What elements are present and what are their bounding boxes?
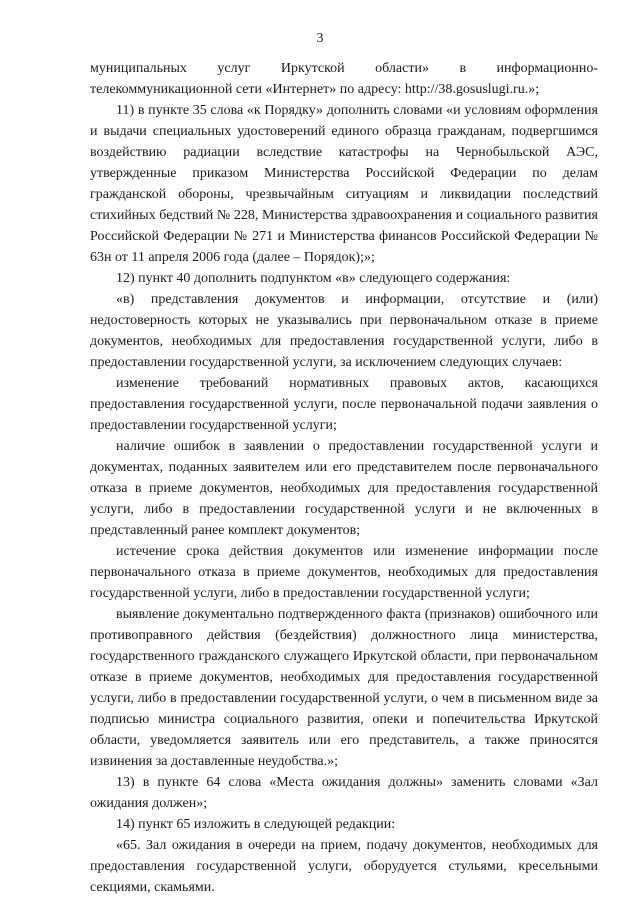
paragraph-item-11: 11) в пункте 35 слова «к Порядку» дополнить словами «и условиям оформления и выдачи специальных удостоверений единого образца гражданам, подвергшимся воздействию радиации вследствие катастрофы на Чернобыльской АЭС, утвержденные приказом Министерства Российской Федерации по делам гражданской обороны, чрезвычайным ситуациям и ликвидации последствий стихийных бедствий № 228, Министерства здравоохранения и социального развития Российской Федерации № 271 и Министерства финансов Российской Федерации № 63н от 11 апреля 2006 года (далее – Порядок);»; bbox=[90, 103, 598, 265]
paragraph-item-14: 14) пункт 65 изложить в следующей редакции: bbox=[116, 817, 396, 832]
paragraph-case-requirements-change: изменение требований нормативных правовых актов, касающихся предоставления государственной услуги, после первоначальной подачи заявления о предоставлении государственной услуги; bbox=[90, 376, 598, 433]
page-number: 3 bbox=[316, 31, 324, 46]
paragraph-case-expiry: истечение срока действия документов или изменение информации после первоначального отказа в приеме документов, необходимых для предоставления государственной услуги, либо в предоставлении государственной услуги; bbox=[90, 544, 598, 601]
paragraph-item-13: 13) в пункте 64 слова «Места ожидания должны» заменить словами «Зал ожидания должен»; bbox=[90, 775, 598, 811]
document-body bbox=[90, 58, 598, 898]
paragraph-case-misconduct: выявление документально подтвержденного факта (признаков) ошибочного или противоправного действия (бездействия) должностного лица министерства, государственного гражданского служащего Иркутской области, при первоначальном отказе в приеме документов, необходимых для предоставления государственной услуги, либо в предоставлении государственной услуги, о чем в письменном виде за подписью министра социального развития, опеки и попечительства Иркутской области, уведомляется заявитель или его представитель, а также приносятся извинения за доставленные неудобства.»; bbox=[90, 607, 598, 769]
paragraph-continuation: муниципальных услуг Иркутской области» в информационно-телекоммуникационной сети «Интернет» по адресу: http://38.gosuslugi.ru.»; bbox=[90, 61, 598, 97]
paragraph-subitem-v: «в) представления документов и информации, отсутствие и (или) недостоверность которых не указывались при первоначальном отказе в приеме документов, необходимых для предоставления государственной услуги, либо в предоставлении государственной услуги, за исключением следующих случаев: bbox=[90, 292, 598, 370]
paragraph-item-12: 12) пункт 40 дополнить подпунктом «в» следующего содержания: bbox=[116, 271, 511, 286]
paragraph-point-65: «65. Зал ожидания в очереди на прием, подачу документов, необходимых для предоставления государственной услуги, оборудуется стульями, кресельными секциями, скамьями. bbox=[90, 838, 598, 895]
paragraph-case-errors: наличие ошибок в заявлении о предоставлении государственной услуги и документах, поданных заявителем или его представителем после первоначального отказа в приеме документов, необходимых для предоставления государственной услуги, либо в предоставлении государственной услуги и не включенных в представленный ранее комплект документов; bbox=[90, 439, 598, 538]
